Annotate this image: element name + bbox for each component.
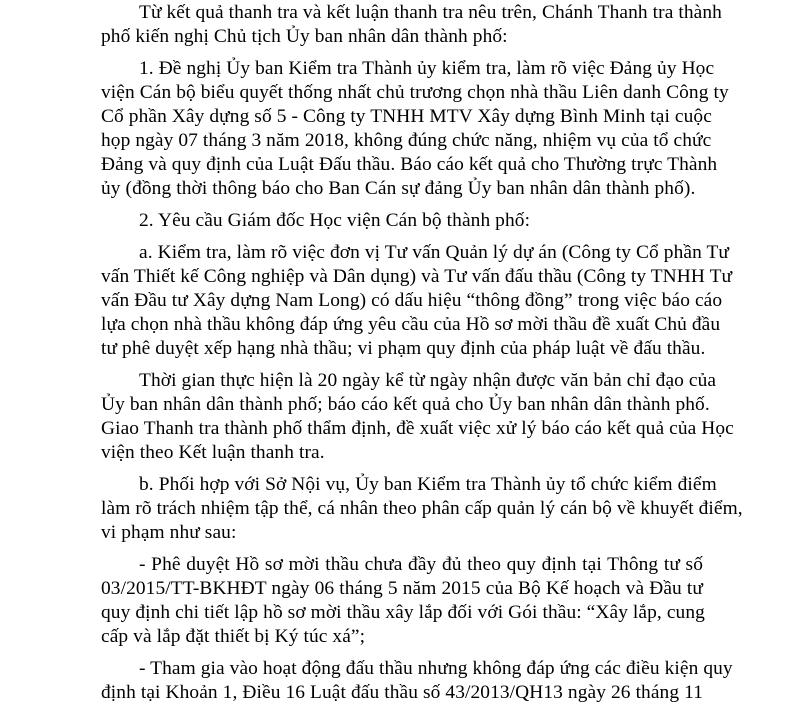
text-line: quy định chi tiết lập hồ sơ mời thầu xây lắp đối với Gói thầu: “Xây lắp, cung: [101, 602, 705, 623]
text-line: viện Cán bộ biểu quyết thống nhất chủ trương chọn nhà thầu Liên danh Công ty: [101, 82, 729, 103]
text-line: vấn Thiết kế Công nghiệp và Dân dụng) và Tư vấn đấu thầu (Công ty TNHH Tư: [101, 266, 733, 287]
text-line: phố kiến nghị Chủ tịch Ủy ban nhân dân thành phố:: [101, 26, 508, 47]
text-line: - Phê duyệt Hồ sơ mời thầu chưa đầy đủ theo quy định tại Thông tư số: [139, 554, 703, 575]
text-line: ủy (đồng thời thông báo cho Ban Cán sự đảng Ủy ban nhân dân thành phố).: [101, 178, 696, 199]
text-line: Thời gian thực hiện là 20 ngày kể từ ngày nhận được văn bản chỉ đạo của: [139, 370, 717, 391]
text-line: b. Phối hợp với Sở Nội vụ, Ủy ban Kiểm tra Thành ủy tổ chức kiểm điểm: [139, 474, 717, 495]
text-line: làm rõ trách nhiệm tập thể, cá nhân theo phân cấp quản lý cán bộ về khuyết điểm,: [101, 498, 743, 519]
text-line: 1. Đề nghị Ủy ban Kiểm tra Thành ủy kiểm tra, làm rõ việc Đảng ủy Học: [139, 58, 715, 79]
text-line: Giao Thanh tra thành phố thẩm định, đề xuất việc xử lý báo cáo kết quả của Học: [101, 418, 734, 439]
text-line: vấn Đầu tư Xây dựng Nam Long) có dấu hiệu “thông đồng” trong việc báo cáo: [101, 290, 723, 311]
text-line: định tại Khoản 1, Điều 16 Luật đấu thầu số 43/2013/QH13 ngày 26 tháng 11: [101, 682, 703, 703]
text-line: Đảng và quy định của Luật Đấu thầu. Báo cáo kết quả cho Thường trực Thành: [101, 154, 718, 175]
text-line: họp ngày 07 tháng 3 năm 2018, không đúng chức năng, nhiệm vụ của tổ chức: [101, 130, 712, 151]
text-line: 03/2015/TT-BKHĐT ngày 06 tháng 5 năm 2015 của Bộ Kế hoạch và Đầu tư: [101, 578, 703, 599]
text-line: - Tham gia vào hoạt động đấu thầu nhưng không đáp ứng các điều kiện quy: [139, 658, 733, 679]
text-line: tư phê duyệt xếp hạng nhà thầu; vi phạm quy định của pháp luật về đấu thầu.: [101, 338, 706, 359]
text-line: Từ kết quả thanh tra và kết luận thanh tra nêu trên, Chánh Thanh tra thành: [139, 2, 722, 23]
text-line: viện theo Kết luận thanh tra.: [101, 442, 325, 463]
text-line: a. Kiểm tra, làm rõ việc đơn vị Tư vấn Quản lý dự án (Công ty Cổ phần Tư: [139, 242, 730, 263]
text-line: vi phạm như sau:: [101, 522, 237, 543]
text-line: lựa chọn nhà thầu không đáp ứng yêu cầu của Hồ sơ mời thầu đề xuất Chủ đầu: [101, 314, 721, 335]
text-line: cấp và lắp đặt thiết bị Ký túc xá”;: [101, 626, 366, 647]
text-line: Ủy ban nhân dân thành phố; báo cáo kết quả cho Ủy ban nhân dân thành phố.: [101, 394, 710, 415]
text-line: Cổ phần Xây dựng số 5 - Công ty TNHH MTV Xây dựng Bình Minh tại cuộc: [101, 106, 712, 127]
text-line: 2. Yêu cầu Giám đốc Học viện Cán bộ thành phố:: [139, 210, 531, 231]
